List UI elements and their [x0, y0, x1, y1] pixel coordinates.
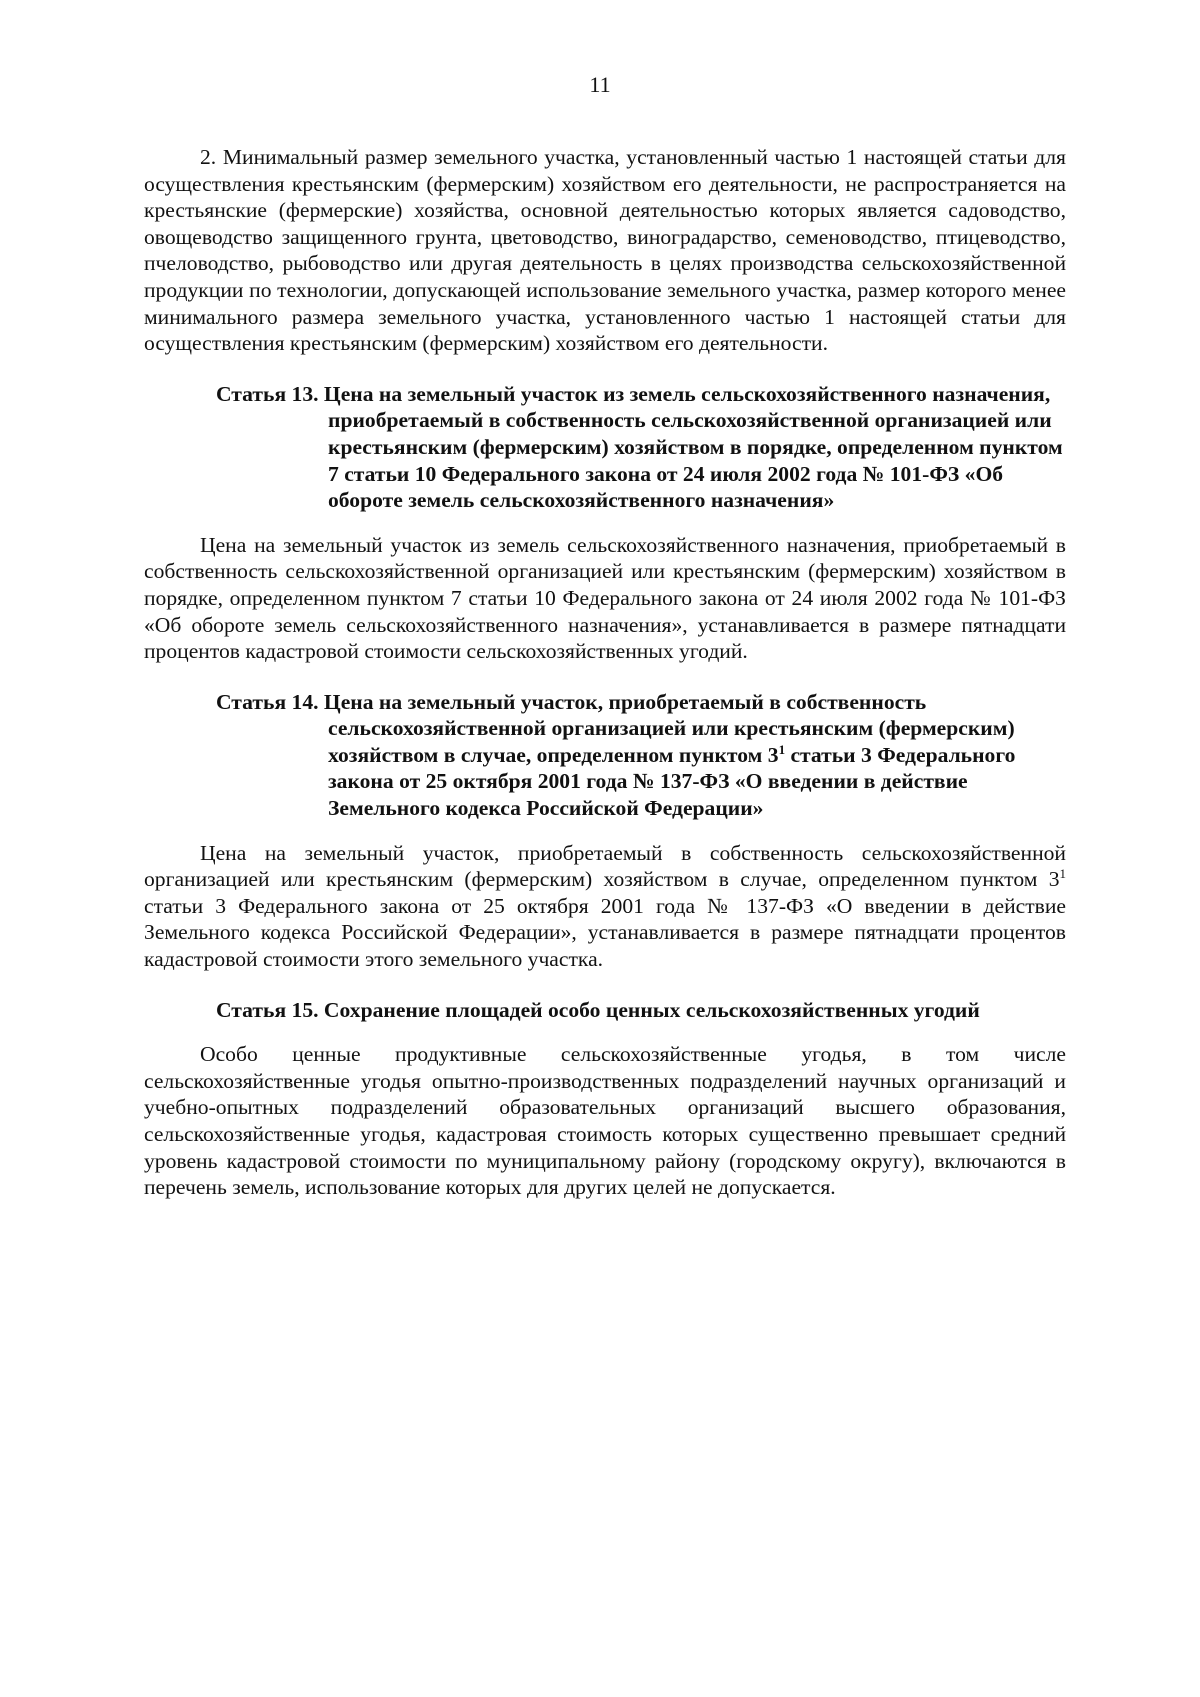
article-14-heading — [144, 689, 1066, 822]
article-14-heading-part2: статьи 3 Федерального закона от 25 октября 2001 года № 137-ФЗ «О введении в действие Земельного кодекса Российской Федерации» — [328, 742, 1016, 821]
article-14-heading-superscript: 1 — [778, 741, 786, 757]
article-13-text: Цена на земельный участок из земель сельскохозяйственного назначения, приобретаемый в собственность сельскохозяйственной организацией или крестьянским (фермерским) хозяйством в порядке, определенном пунктом 7 статьи 10 Федерального закона от 24 июля 2002 года № 101-ФЗ «Об обороте земель сельскохозяйственного назначения», устанавливается в размере пятнадцати процентов кадастровой стоимости сельскохозяйственных угодий. — [144, 532, 1066, 664]
article-14-text — [144, 840, 1066, 973]
paragraph-2: 2. Минимальный размер земельного участка, установленный частью 1 настоящей статьи для осуществления крестьянским (фермерским) хозяйством его деятельности, не распространяется на крестьянские (фермерские) хозяйства, основной деятельностью которых является садоводство, овощеводство защищенного грунта, цветоводство, виноградарство, семеноводство, птицеводство, пчеловодство, рыбоводство или другая деятельность в целях производства сельскохозяйственной продукции по технологии, допускающей использование земельного участка, размер которого менее минимального размера земельного участка, установленного частью 1 настоящей статьи для осуществления крестьянским (фермерским) хозяйством его деятельности. — [144, 145, 1066, 356]
article-14-text-part1: Цена на земельный участок, приобретаемый в собственность сельскохозяйственной организацией или крестьянским (фермерским) хозяйством в случае, определенном пунктом 3 — [144, 840, 1066, 892]
article-15-heading: Статья 15. Сохранение площадей особо ценных сельскохозяйственных угодий — [216, 997, 980, 1022]
article-14-heading-part1: Статья 14. Цена на земельный участок, приобретаемый в собственность сельскохозяйственной организацией или крестьянским (фермерским) хозяйством в случае, определенном пунктом 3 — [216, 689, 1015, 767]
article-13-heading: Статья 13. Цена на земельный участок из земель сельскохозяйственного назначения, приобретаемый в собственность сельскохозяйственной организацией или крестьянским (фермерским) хозяйством в порядке, определенном пунктом 7 статьи 10 Федерального закона от 24 июля 2002 года № 101-ФЗ «Об обороте земель сельскохозяйственного назначения» — [216, 381, 1063, 513]
document-body — [144, 144, 1066, 1201]
article-14-text-part2: статьи 3 Федерального закона от 25 октября 2001 года № 137-ФЗ «О введении в действие Земельного кодекса Российской Федерации», устанавливается в размере пятнадцати процентов кадастровой стоимости этого земельного участка. — [144, 893, 1066, 972]
page-number: 11 — [589, 72, 611, 97]
article-14-text-superscript: 1 — [1059, 866, 1066, 882]
article-15-text: Особо ценные продуктивные сельскохозяйственные угодья, в том числе сельскохозяйственные угодья опытно-производственных подразделений научных организаций и учебно-опытных подразделений образовательных организаций высшего образования, сельскохозяйственные угодья, кадастровая стоимость которых существенно превышает средний уровень кадастровой стоимости по муниципальному району (городскому округу), включаются в перечень земель, использование которых для других целей не допускается. — [144, 1042, 1066, 1200]
